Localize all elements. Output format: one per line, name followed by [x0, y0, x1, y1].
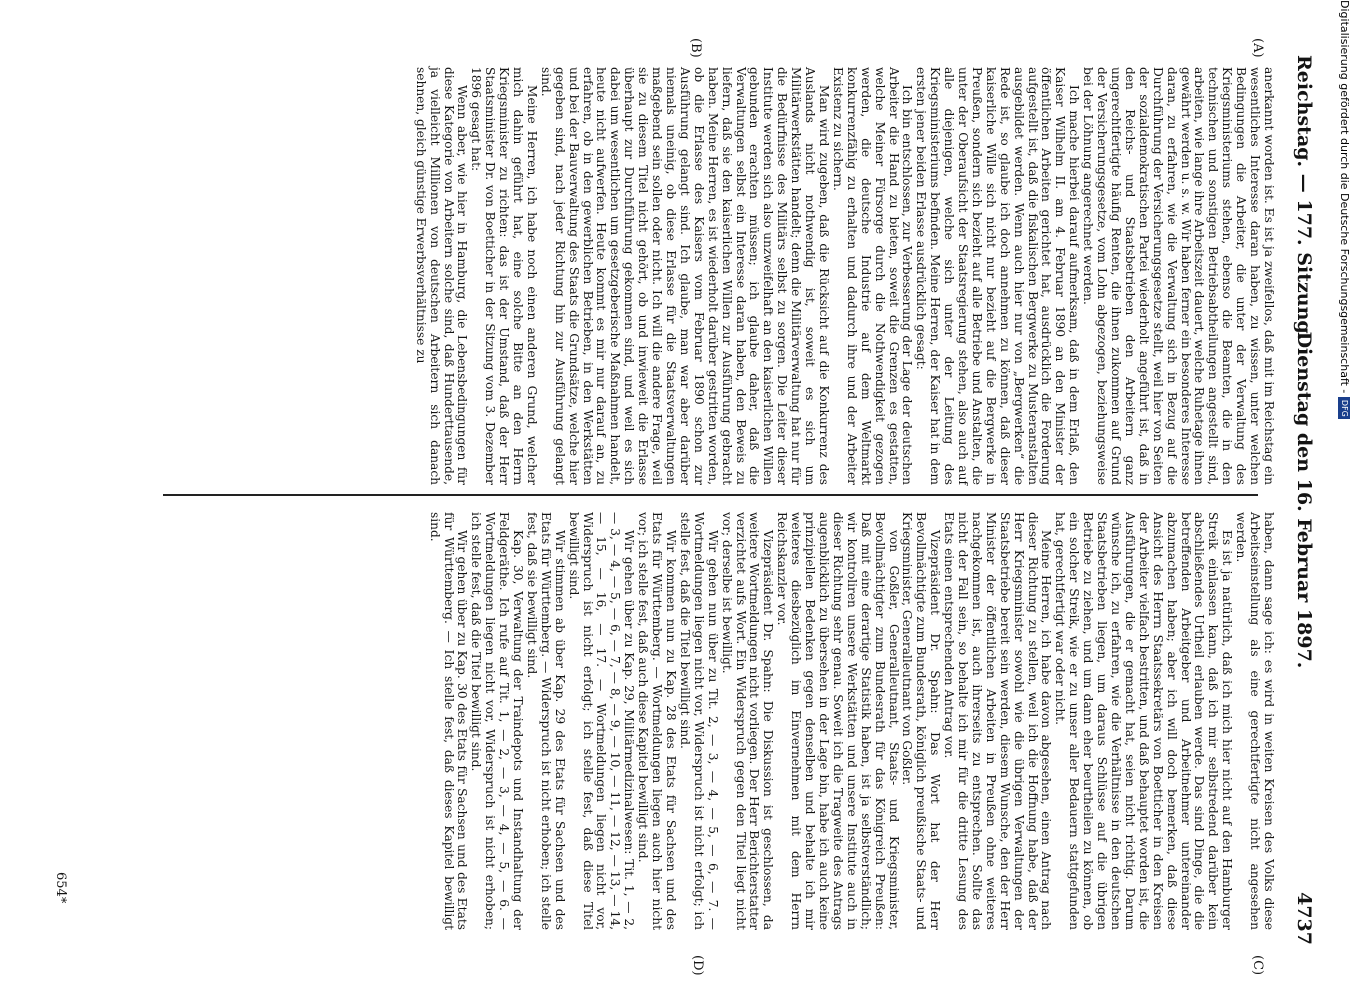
margin-mark-b: (B) — [688, 38, 703, 58]
left-text-column — [85, 67, 1275, 485]
credit-line — [1336, 0, 1353, 1000]
speaker-paragraph: von Goßler, Generalleutnant, Staats- und Kriegsminister, Bevollmächtigter zum Bundesrath für das Königreich Preußen: Daß mit eine derartige Statistik haben, ist ja selbstverständlich; wir kontroliren unsere Werkstätten und unsere Institute auch in dieser Richtung sehr genau. Soweit ich die Tragweite des Antrags augenblicklich zu übersehen in der Lage bin, habe ich auch keine prinzipiellen Bedenken gegen denselben und behalte ich mir weiteres diesbezüglich im Einvernehmen mit dem Herrn Reichskanzler vor. — [775, 512, 901, 930]
paragraph: Meine Herren, ich habe davon abgesehen, einen Antrag nach dieser Richtung zu stellen, weil ich die Hoffnung habe, daß der Herr Kriegsminister sowohl wie die übrigen Verwaltungen der Staatsbetriebe bereit sein werden, diesem Wunsche, den der Herr Minister der öffentlichen Arbeiten in Preußen ohne weiteres nachgekommen ist, auch ihrerseits zu entsprechen. Sollte das nicht der Fall sein, so behalte ich mir für die dritte Lesung des Etats einen entsprechenden Antrag vor. — [942, 512, 1054, 930]
dfg-logo-icon: DFG — [1338, 397, 1350, 419]
margin-mark-a: (A) — [1250, 38, 1265, 58]
paragraph: Wir gehen nun über zu Tit. 2, — 3, — 4, — 5, — 6, — 7. — Wortmeldungen liegen nicht vor, Widerspruch ist nicht erfolgt; ich stelle fest, daß die Titel bewilligt sind. — [677, 512, 720, 930]
speaker-paragraph: Vizepräsident Dr. Spahn: Das Wort hat der Herr Bevollmächtigte zum Bundesrath, königlich preußische Staats- und Kriegsminister, Generalleutnant von Goßler. — [900, 512, 943, 930]
page-footer: 654* — [53, 872, 68, 904]
digitization-credit-strip — [1336, 0, 1353, 1000]
paragraph: Wir gehen über zu Kap. 29, Militärmedizinalwesen: Tit. 1, — 2, — 3, — 4, — 5, — 6, — 7, — 8, — 9, — 10, — 11, — 12, — 13, — 14, — 15, — 16, — 17. — Wortmeldungen liegen nicht vor, Widerspruch ist nicht erfolgt; ich stelle fest, daß diese Titel bewilligt sind. — [566, 512, 637, 930]
quote-paragraph: Wenn aber, wie hier in Hamburg, die Lebensbedingungen für diese Kategorie von Arbeitern solche sind, daß Hunderttausende, ja vielleicht Millionen von deutschen Arbeitern sich danach sehnen, gleich günstige Erwerbsverhältnisse zu — [413, 67, 470, 485]
paragraph: Es ist ja natürlich, daß ich mich hier nicht auf den Hamburger Streik einlassen kann, daß ich mir selbstredend darüber kein abschließendes Urtheil erlauben werde. Das sind Dinge, die die betreffenden Arbeitgeber und Arbeitnehmer untereinander abzumachen haben; aber ich will doch bemerken, daß diese Ansicht des Herrn Staatssekretärs von Boetticher in den Kreisen der Arbeiter vielfach bestritten, und daß behauptet worden ist, die Ausführungen, die er gemacht hat, seien nicht richtig. Darum wünsche ich, zu erfahren, wie die Verhältnisse in den deutschen Staatsbetrieben liegen, um daraus Schlüsse auf die übrigen Betriebe zu ziehen, und um dann eher beurtheilen zu können, ob ein solcher Streik, wie er zu unser aller Bedauern stattgefunden hat, gerechtfertigt war oder nicht. — [1053, 512, 1235, 930]
running-header — [1285, 55, 1315, 945]
right-text-column — [427, 512, 1276, 930]
paragraph: anerkannt worden ist. Es ist ja zweifellos, daß mit im Reichstag ein wesentliches Interesse daran haben, zu wissen, unter welchen Bedingungen die Arbeiter, die unter der Verwaltung des Kriegsministeriums stehen, ebenso die Beamten, die in den technischen und sonstigen Betriebsabtheilungen angestellt sind, arbeiten, wie lange ihre Arbeitszeit dauert, welche Ruhetage ihnen gewährt werden u. s. w. Wir haben ferner ein besonderes Interesse daran, zu erfahren, wie die Verwaltung sich in Bezug auf die Durchführung der Versicherungsgesetze stellt, weil hier von Seiten der sozialdemokratischen Partei wiederholt angeführt ist, daß in den Reichs- und Staatsbetrieben den Arbeitern ganz ungerechtfertigte häufig Renten, die ihnen zukommen auf Grund der Versicherungsgesetze, vom Lohn abgezogen, beziehungsweise bei der Löhnung angerechnet werden. — [1081, 67, 1276, 485]
margin-mark-c: (C) — [1250, 955, 1265, 976]
paragraph: Ich mache hierbei darauf aufmerksam, daß in dem Erlaß, den Kaiser Wilhelm II. am 4. Februar 1890 an den Minister der öffentlichen Arbeiten gerichtet hat, ausdrücklich die Forderung aufgestellt ist, daß die fiskalischen Bergwerke zu Musteranstalten ausgebildet werden. Wenn auch hier nur von „Bergwerken“ die Rede ist, so glaube ich doch annehmen zu können, daß dieser kaiserliche Wille sich nicht nur bezieht auf die Bergwerke in Preußen, sondern sich bezieht auf alle Betriebe und Anstalten, die unter der Oberaufsicht der Staatsregierung stehen, also auch auf alle diejenigen, welche sich unter der Leitung des Kriegsministeriums befinden. Meine Herren, der Kaiser hat in dem ersten jener beiden Erlasse ausdrücklich gesagt: — [914, 67, 1082, 485]
quote-paragraph: Ich bin entschlossen, zur Verbesserung der Lage der deutschen Arbeiter die Hand zu bieten, soweit die Grenzen es gestatten, welche Meiner Fürsorge durch die Nothwendigkeit gezogen werden, die deutsche Industrie auf dem Weltmarkt konkurrenzfähig zu erhalten und dadurch ihre und der Arbeiter Existenz zu sichern. — [830, 67, 915, 485]
header-center: Dienstag den 16. Februar 1897. — [1293, 331, 1315, 669]
credit-text: Digitalisierung gefördert durch die Deutsche Forschungsgemeinschaft - — [1338, 0, 1351, 394]
speaker-paragraph: Vizepräsident Dr. Spahn: Die Diskussion ist geschlossen, da weitere Wortmeldungen nicht vorliegen. Der Herr Berichterstatter verzichtet aufs Wort. Ein Widerspruch gegen den Titel liegt nicht vor; derselbe ist bewilligt. — [719, 512, 776, 930]
page-number: 4737 — [1293, 892, 1315, 945]
column-divider — [163, 494, 1258, 496]
header-left: Reichstag. — 177. Sitzung. — [1293, 55, 1315, 341]
paragraph: Kap. 30, Verwaltung der Traindepots und Instandhaltung der Feldgeräthe. Ich rufe auf Tit. 1, — 2, — 3, — 4, — 5, — 6. — Wortmeldungen liegen nicht vor, Widerspruch ist nicht erhoben; ich stelle fest, daß die Titel bewilligt sind. — [469, 512, 526, 930]
paragraph: haben, dann sage ich: es wird in weiten Kreisen des Volks diese Arbeitseinstellung als eine gerechtfertigte nicht angesehen werden. — [1234, 512, 1276, 930]
paragraph: Meine Herren, ich habe noch einen anderen Grund, welcher mich dahin geführt hat, eine solche Bitte an den Herrn Kriegsminister zu richten: das ist der Umstand, daß der Herr Staatsminister Dr. von Boetticher in der Sitzung vom 3. Dezember 1896 gesagt hat: — [469, 67, 539, 485]
margin-mark-d: (D) — [690, 955, 705, 976]
paragraph: Wir kommen nun zu Kap. 28 des Etats für Sachsen und des Etats für Württemberg. — Wortmeldungen liegen auch hier nicht vor; ich stelle fest, daß auch diese Kapitel bewilligt sind. — [636, 512, 679, 930]
paragraph: Wir gehen über zu Kap. 30 des Etats für Sachsen und des Etats für Württemberg. — Ich stelle fest, daß dieses Kapitel bewilligt sind. — [427, 512, 470, 930]
paragraph: Man wird zugeben, daß die Rücksicht auf die Konkurrenz des Auslands nicht nothwendig ist, soweit es sich um Militärwerkstätten handelt; denn die Militärverwaltung hat nur für die Bedürfnisse des Militärs selbst zu sorgen. Die Leiter dieser Institute werden sich also unzweifelhaft an den kaiserlichen Willen gebunden erachten müssen; ich glaube daher, daß die Verwaltungen selbst ein Interesse daran haben, den Beweis zu liefern, daß sie den kaiserlichen Willen zur Ausführung gebracht haben. Meine Herren, es ist wiederholt darüber gestritten worden, ob die Erlasse des Kaisers vom Februar 1890 schon zur Ausführung gelangt sind. Ich glaube, man war aber darüber niemals uneinig, ob diese Erlasse für die Staatsverwaltungen maßgebend sein sollen oder nicht. Ich will die andere Frage, weil sie zu diesem Titel nicht gehört, ob und inwieweit die Erlasse überhaupt zur Durchführung gekommen sind, und weil es sich dabei um wesentlichen um gesetzgeberische Maßnahmen handelt, heute nicht aufwerfen. Heute kommt es mir nur darauf an, zu erfahren, ob in den gewerblichen Betrieben, in den Werkstätten und bei der Bauverwaltung des Staats die Grundsätze, welche hier gegeben sind, nach jeder Richtung hin zur Ausführung gelangt sind. — [538, 67, 831, 485]
paragraph: Wir stimmen ab über Kap. 29 des Etats für Sachsen und des Etats für Württemberg. — Widerspruch ist nicht erhoben; ich stelle fest, daß sie bewilligt sind. — [524, 512, 567, 930]
